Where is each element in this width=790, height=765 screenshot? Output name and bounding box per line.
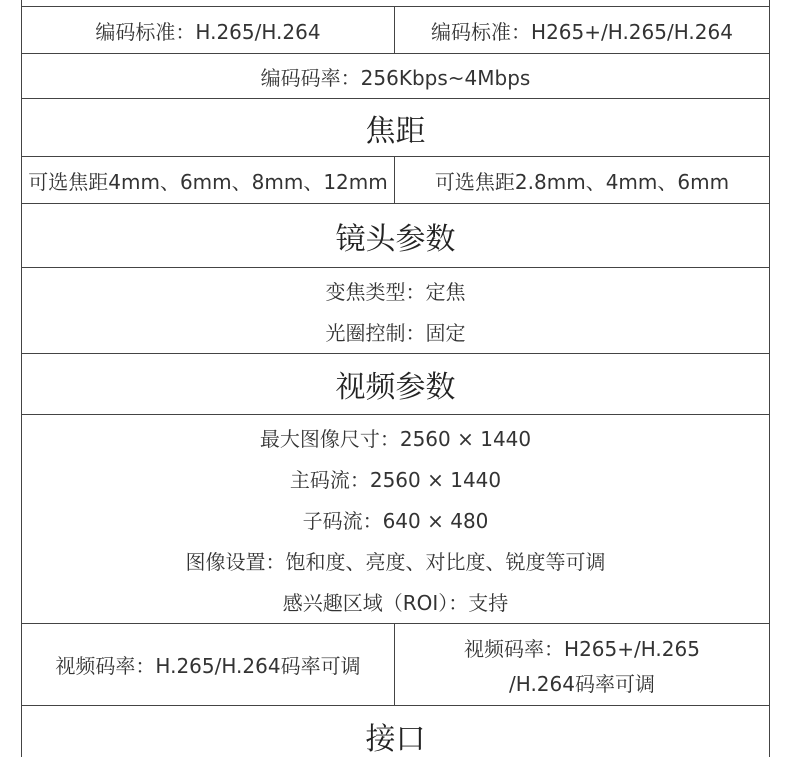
max-resolution: 最大图像尺寸：2560 × 1440 xyxy=(259,426,532,451)
video-params xyxy=(22,415,769,623)
focal-row xyxy=(22,156,769,203)
sub-stream: 子码流：640 × 480 xyxy=(302,508,489,533)
aperture-control: 光圈控制：固定 xyxy=(325,320,466,345)
focal-header: 焦距 xyxy=(365,113,426,149)
video-header-row xyxy=(22,353,769,414)
lens-params xyxy=(22,268,769,353)
video-bitrate-row xyxy=(22,623,769,705)
main-stream: 主码流：2560 × 1440 xyxy=(289,467,502,492)
lens-header-row xyxy=(22,203,769,267)
bitrate-text: 编码码率：256Kbps~4Mbps xyxy=(260,65,531,90)
roi-support: 感兴趣区域（ROI）：支持 xyxy=(282,590,509,615)
focal-right: 可选焦距2.8mm、4mm、6mm xyxy=(434,169,730,194)
image-settings: 图像设置：饱和度、亮度、对比度、锐度等可调 xyxy=(185,549,606,574)
spec-table xyxy=(21,0,770,757)
video-bitrate-left: 视频码率：H.265/H.264码率可调 xyxy=(22,624,395,705)
focal-left: 可选焦距4mm、6mm、8mm、12mm xyxy=(22,157,395,203)
video-params-row xyxy=(22,414,769,623)
lens-params-row xyxy=(22,267,769,353)
encoding-standard-left: 编码标准：H.265/H.264 xyxy=(22,7,395,53)
encoding-standard-right: 编码标准：H265+/H.265/H.264 xyxy=(431,19,733,44)
bitrate-row xyxy=(22,53,769,98)
video-bitrate-right-line2: /H.264码率可调 xyxy=(509,671,655,696)
zoom-type: 变焦类型：定焦 xyxy=(325,279,466,304)
video-header: 视频参数 xyxy=(335,370,456,405)
focal-header-row xyxy=(22,98,769,156)
video-bitrate-right xyxy=(395,624,769,705)
interface-header-row xyxy=(22,705,769,765)
encoding-standard-row xyxy=(22,6,769,53)
interface-header: 接口 xyxy=(365,721,426,757)
video-bitrate-right-line1: 视频码率：H265+/H.265 xyxy=(464,636,700,661)
lens-header: 镜头参数 xyxy=(335,221,456,257)
